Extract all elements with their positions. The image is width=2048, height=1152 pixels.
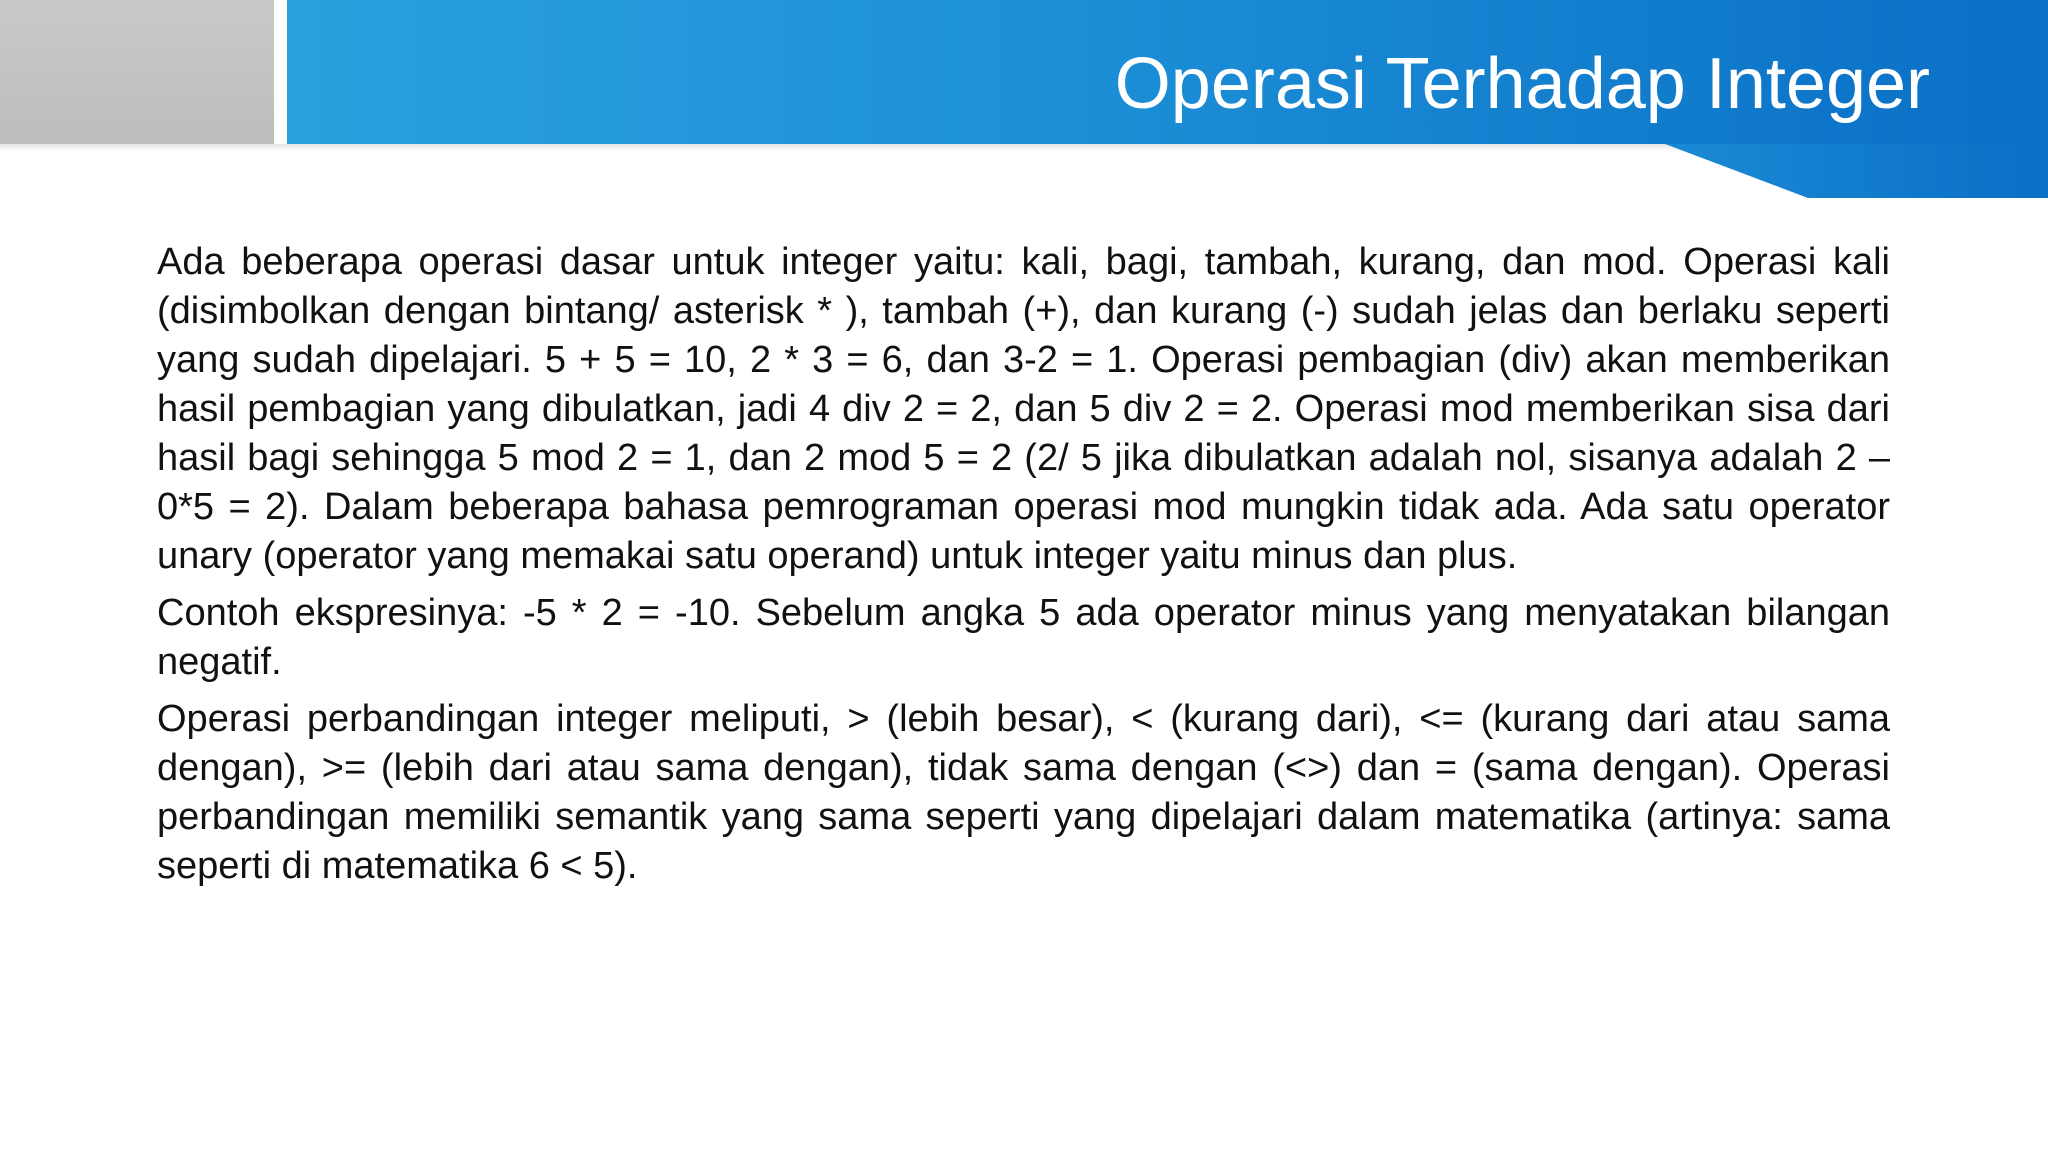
header-gray-block	[0, 0, 274, 144]
paragraph-comparison-operations: Operasi perbandingan integer meliputi, > (lebih besar), < (kurang dari), <= (kurang dari atau sama dengan), >= (lebih dari atau sama dengan), tidak sama dengan (<>) dan = (sama dengan). Operasi perbandingan memiliki semantik yang sama seperti yang dipelajari dalam matematika (artinya: sama seperti di matematika 6 < 5).	[157, 698, 1890, 887]
slide-title: Operasi Terhadap Integer	[1114, 44, 1930, 124]
paragraph-basic-operations: Ada beberapa operasi dasar untuk integer yaitu: kali, bagi, tambah, kurang, dan mod. Operasi kali (disimbolkan dengan bintang/ asterisk * ), tambah (+), dan kurang (-) sudah jelas dan berlaku seperti yang sudah dipelajari. 5 + 5 = 10, 2 * 3 = 6, dan 3-2 = 1. Operasi pembagian (div) akan memberikan hasil pembagian yang dibulatkan, jadi 4 div 2 = 2, dan 5 div 2 = 2. Operasi mod memberikan sisa dari hasil bagi sehingga 5 mod 2 = 1, dan 2 mod 5 = 2 (2/ 5 jika dibulatkan adalah nol, sisanya adalah 2 – 0*5 = 2). Dalam beberapa bahasa pemrograman operasi mod mungkin tidak ada. Ada satu operator unary (operator yang memakai satu operand) untuk integer yaitu minus dan plus.	[157, 241, 1890, 577]
header-shadow	[0, 144, 2048, 152]
slide-body	[157, 238, 1890, 899]
paragraph-unary-example: Contoh ekspresinya: -5 * 2 = -10. Sebelum angka 5 ada operator minus yang menyatakan bilangan negatif.	[157, 592, 1890, 683]
